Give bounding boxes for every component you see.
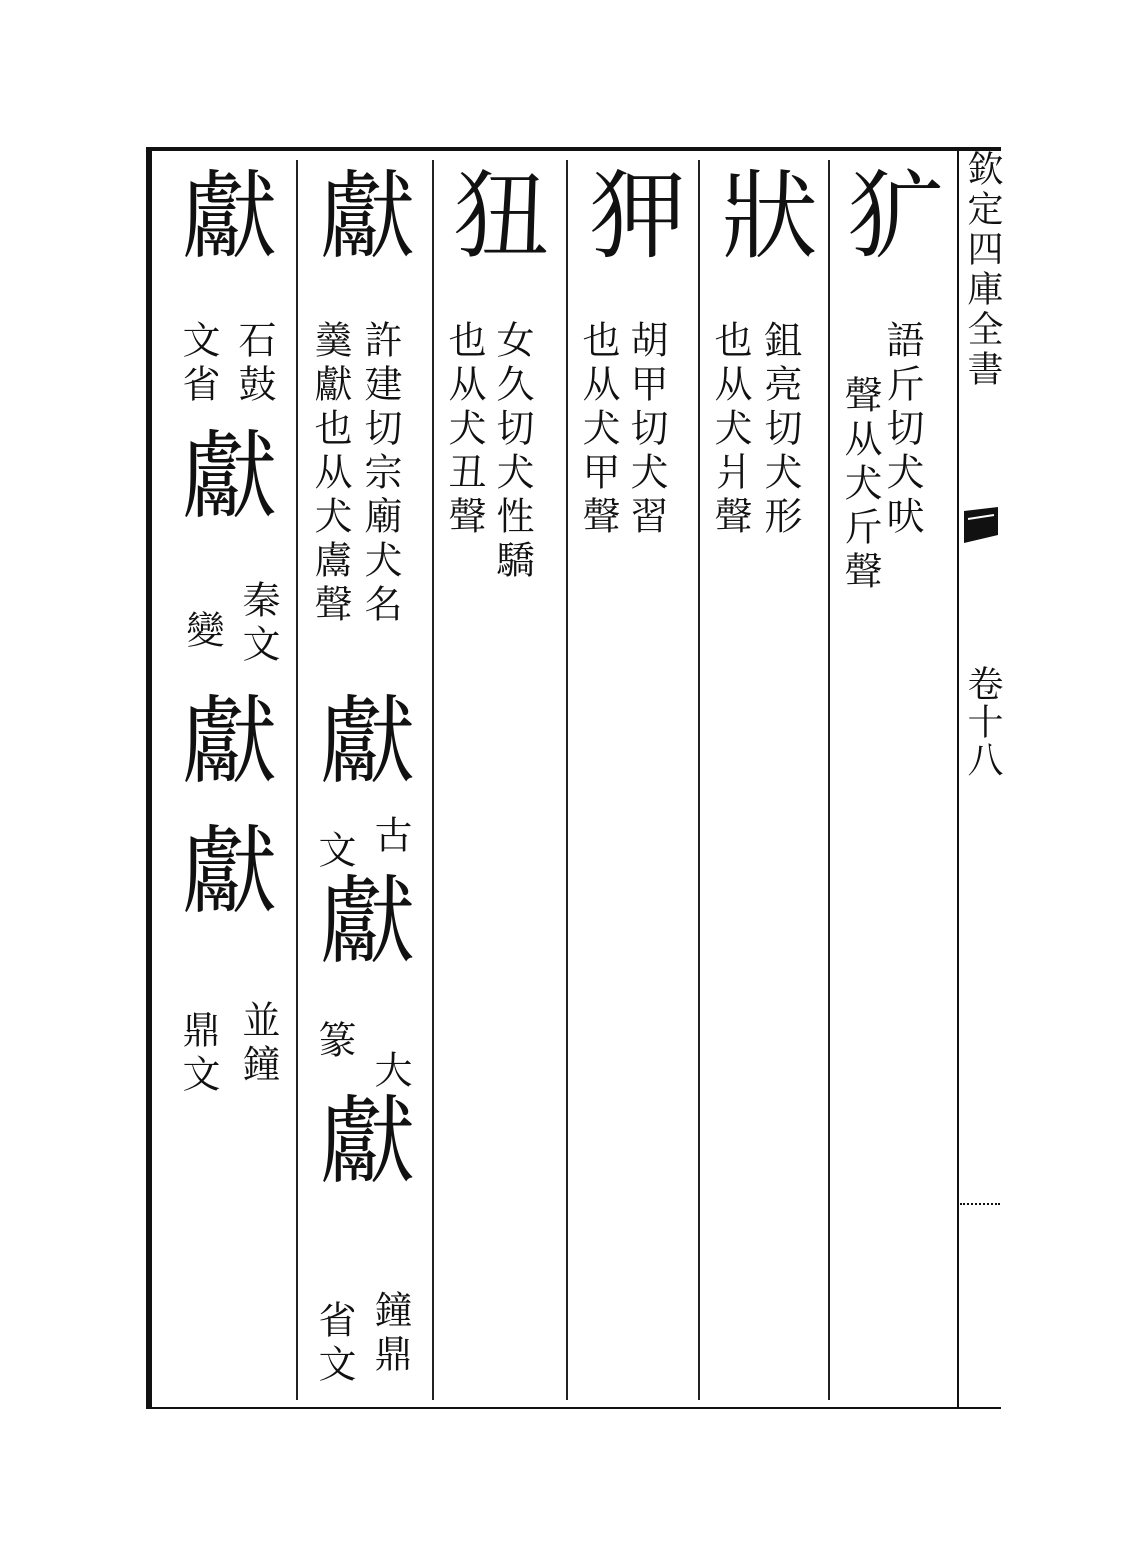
column-rule — [432, 160, 434, 1400]
variant-label: 文 — [312, 830, 356, 874]
column-rule — [828, 160, 830, 1400]
seal-variant-stone-drum: 獻 — [166, 425, 278, 521]
annotation-line-1: 石鼓 — [232, 320, 276, 408]
annotation-line-1: 語斤切犬吠 — [880, 320, 924, 540]
seal-character: 犷 — [832, 165, 944, 261]
annotation-line-2: 也从犬爿聲 — [708, 320, 752, 540]
seal-character: 獻 — [304, 165, 416, 261]
variant-label: 大 — [368, 1050, 412, 1094]
annotation-line-1: 許建切宗廟犬名 — [358, 320, 402, 628]
column-rule — [698, 160, 700, 1400]
book-title: 欽定四庫全書 — [962, 150, 1003, 390]
seal-variant-ancient: 獻 — [304, 690, 416, 786]
annotation-line-2: 羹獻也从犬鬳聲 — [308, 320, 352, 628]
seal-variant: 獻 — [166, 820, 278, 916]
annotation-line-1: 鉏亮切犬形 — [758, 320, 802, 540]
variant-note: 並鐘 — [236, 1000, 280, 1088]
variant-note: 鼎文 — [176, 1010, 220, 1098]
variant-label: 篆 — [312, 1020, 356, 1064]
seal-variant-bronze: 獻 — [304, 1090, 416, 1186]
fish-tail-mark — [962, 505, 1000, 545]
column-rule — [566, 160, 568, 1400]
seal-variant-great-seal: 獻 — [304, 870, 416, 966]
margin-dot-mark — [960, 1203, 1000, 1207]
seal-character: 狎 — [574, 165, 686, 261]
variant-note: 省文 — [312, 1300, 356, 1388]
variant-note: 鐘鼎 — [368, 1290, 412, 1378]
seal-variant: 獻 — [166, 690, 278, 786]
annotation-line-2: 聲从犬斤聲 — [838, 375, 882, 595]
fascicle-number: 卷十八 — [962, 665, 1003, 779]
seal-character: 狃 — [438, 165, 550, 261]
variant-label: 秦文 — [236, 580, 280, 668]
variant-label: 變 — [180, 610, 224, 654]
seal-character: 狀 — [706, 165, 818, 261]
annotation-line-1: 女久切犬性驕 — [490, 320, 534, 584]
seal-character: 獻 — [166, 165, 278, 261]
annotation-line-2: 也从犬丑聲 — [442, 320, 486, 540]
column-rule — [296, 160, 298, 1400]
variant-label: 古 — [368, 815, 412, 859]
annotation-line-1: 胡甲切犬習 — [624, 320, 668, 540]
annotation-line-2: 文省 — [176, 320, 220, 408]
annotation-line-2: 也从犬甲聲 — [576, 320, 620, 540]
